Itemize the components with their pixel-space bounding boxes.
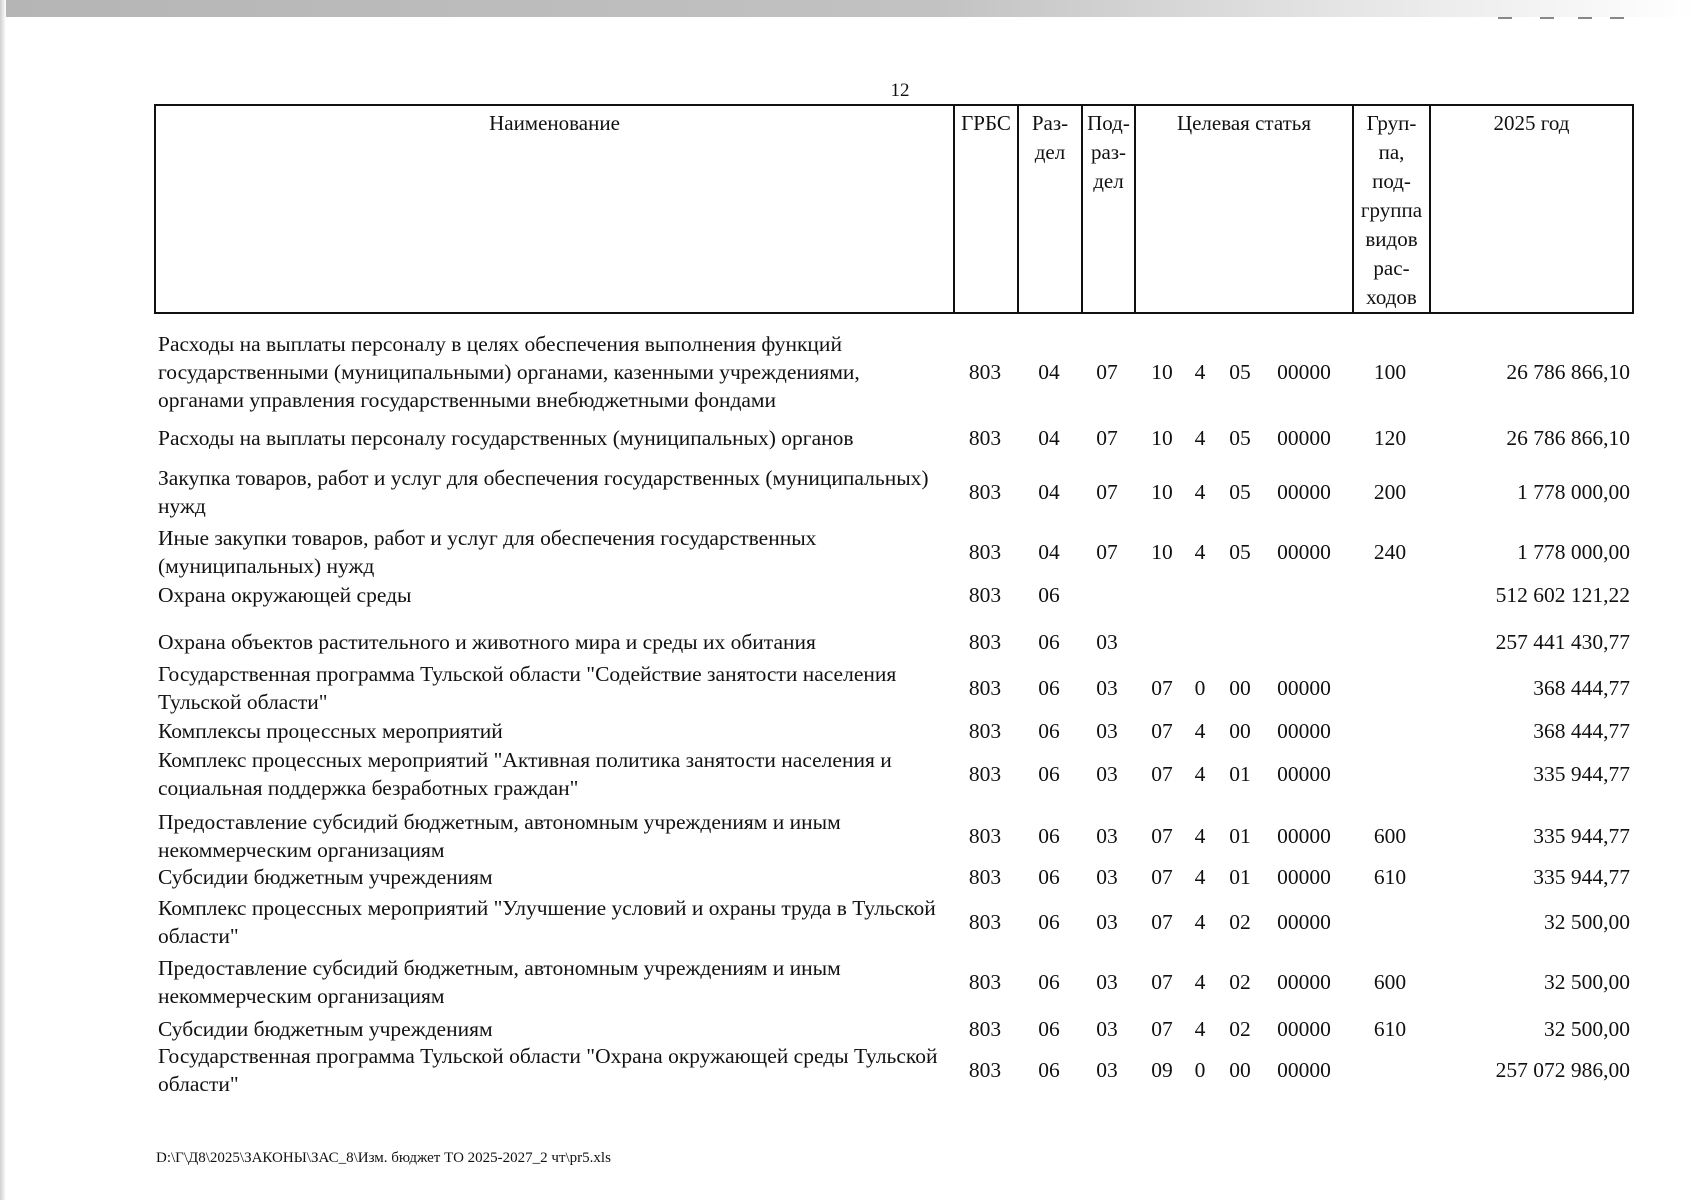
scan-mark [1540,17,1554,19]
row-c4: 00000 [1277,480,1331,504]
row-c4: 00000 [1277,426,1331,450]
row-amount: 32 500,00 [1544,1017,1630,1041]
row-rz: 06 [1038,824,1060,848]
row-c4: 00000 [1277,910,1331,934]
row-c4: 00000 [1277,676,1331,700]
row-c3: 02 [1229,1017,1251,1041]
row-c1: 09 [1151,1058,1173,1082]
row-c2: 4 [1194,719,1206,743]
row-rz: 06 [1038,583,1060,607]
header-year: 2025 год [1493,111,1570,135]
header-name: Наименование [156,106,955,312]
table-row [154,864,1634,890]
row-c2: 4 [1194,1017,1206,1041]
table-row [154,954,1634,1010]
row-c1: 10 [1151,426,1173,450]
row-c1: 10 [1151,360,1173,384]
row-rz: 06 [1038,630,1060,654]
header-grbs: ГРБС [955,106,1019,312]
row-rz: 04 [1038,360,1060,384]
row-c3: 05 [1229,360,1251,384]
row-name: Иные закупки товаров, работ и услуг для обеспечения государственных (муниципальных) нужд [158,526,817,578]
row-name: Субсидии бюджетным учреждениям [158,865,493,889]
row-amount: 32 500,00 [1544,970,1630,994]
row-amount: 257 441 430,77 [1495,630,1630,654]
table-row [154,330,1634,414]
row-name: Охрана объектов растительного и животного мира и среды их обитания [158,630,816,654]
row-grbs: 803 [968,970,1002,994]
row-grbs: 803 [968,360,1002,384]
row-c2: 4 [1194,480,1206,504]
row-vr: 240 [1373,540,1407,564]
row-vr: 100 [1373,360,1407,384]
row-c1: 10 [1151,480,1173,504]
row-grbs: 803 [968,1058,1002,1082]
row-grbs: 803 [968,630,1002,654]
row-grbs: 803 [968,1017,1002,1041]
table-row [154,718,1634,744]
row-name: Комплекс процессных мероприятий "Улучшение условий и охраны труда в Тульской области" [158,896,936,948]
row-c2: 4 [1194,824,1206,848]
scan-edge-top [0,0,1696,17]
row-c1: 07 [1151,865,1173,889]
row-c4: 00000 [1277,540,1331,564]
row-c1: 07 [1151,676,1173,700]
header-podrazdel: Под- раз- дел [1083,106,1136,312]
row-c3: 00 [1229,676,1251,700]
row-c1: 10 [1151,540,1173,564]
scan-mark [1610,17,1624,19]
row-name: Закупка товаров, работ и услуг для обеспечения государственных (муниципальных) нужд [158,466,929,518]
row-rz: 04 [1038,480,1060,504]
table-row [154,464,1634,520]
table-row [154,894,1634,950]
row-vr: 600 [1373,970,1407,994]
row-grbs: 803 [968,824,1002,848]
row-c3: 02 [1229,970,1251,994]
row-name: Государственная программа Тульской области "Содействие занятости населения Тульской области" [158,662,897,714]
row-c4: 00000 [1277,719,1331,743]
row-c2: 0 [1194,676,1206,700]
row-pr: 03 [1096,762,1118,786]
row-name: Государственная программа Тульской области "Охрана окружающей среды Тульской области" [158,1044,938,1096]
row-amount: 335 944,77 [1533,762,1630,786]
row-rz: 06 [1038,910,1060,934]
row-c4: 00000 [1277,824,1331,848]
row-grbs: 803 [968,676,1002,700]
row-c3: 05 [1229,540,1251,564]
row-c4: 00000 [1277,970,1331,994]
row-c4: 00000 [1277,762,1331,786]
table-row [154,580,1634,610]
page-number: 12 [890,80,910,101]
row-vr: 610 [1373,1017,1407,1041]
row-amount: 368 444,77 [1533,719,1630,743]
row-c2: 0 [1194,1058,1206,1082]
row-rz: 04 [1038,540,1060,564]
table-row [154,1042,1634,1098]
row-c1: 07 [1151,970,1173,994]
row-c4: 00000 [1277,1058,1331,1082]
row-c4: 00000 [1277,360,1331,384]
table-row [154,618,1634,666]
row-c3: 00 [1229,1058,1251,1082]
row-grbs: 803 [968,762,1002,786]
row-pr: 03 [1096,910,1118,934]
row-name: Комплексы процессных мероприятий [158,719,503,743]
row-c2: 4 [1194,360,1206,384]
row-amount: 26 786 866,10 [1506,426,1630,450]
table-row [154,524,1634,580]
row-c2: 4 [1194,426,1206,450]
row-rz: 06 [1038,970,1060,994]
row-pr: 03 [1096,1017,1118,1041]
row-grbs: 803 [968,865,1002,889]
file-path: D:\Г\Д8\2025\ЗАКОНЫ\ЗАС_8\Изм. бюджет ТО 2025-2027_2 чт\pr5.xls [156,1150,611,1166]
row-name: Предоставление субсидий бюджетным, автономным учреждениям и иным некоммерческим организациям [158,956,841,1008]
row-amount: 26 786 866,10 [1506,360,1630,384]
row-c3: 05 [1229,426,1251,450]
row-rz: 06 [1038,1058,1060,1082]
row-amount: 512 602 121,22 [1495,583,1630,607]
row-pr: 03 [1096,676,1118,700]
row-rz: 06 [1038,719,1060,743]
row-grbs: 803 [968,426,1002,450]
row-c1: 07 [1151,719,1173,743]
row-grbs: 803 [968,540,1002,564]
row-pr: 03 [1096,824,1118,848]
table-row [154,746,1634,802]
row-c3: 01 [1229,865,1251,889]
table-row [154,420,1634,456]
row-rz: 06 [1038,762,1060,786]
row-grbs: 803 [968,583,1002,607]
header-razdel: Раз- дел [1019,106,1083,312]
row-pr: 07 [1096,480,1118,504]
row-pr: 07 [1096,360,1118,384]
row-name: Субсидии бюджетным учреждениям [158,1017,493,1041]
table-row [154,660,1634,716]
row-c1: 07 [1151,824,1173,848]
row-rz: 06 [1038,676,1060,700]
scan-mark [1578,17,1592,19]
scan-mark [1498,17,1512,19]
row-name: Предоставление субсидий бюджетным, автономным учреждениям и иным некоммерческим организациям [158,810,841,862]
table-header [154,104,1634,314]
row-rz: 06 [1038,865,1060,889]
row-c2: 4 [1194,970,1206,994]
scan-edge-left [0,0,6,1200]
row-grbs: 803 [968,719,1002,743]
row-amount: 257 072 986,00 [1495,1058,1630,1082]
row-c4: 00000 [1277,865,1331,889]
row-c1: 07 [1151,1017,1173,1041]
budget-table [154,104,1634,1096]
row-c2: 4 [1194,762,1206,786]
row-grbs: 803 [968,480,1002,504]
row-rz: 06 [1038,1017,1060,1041]
row-c3: 05 [1229,480,1251,504]
row-pr: 07 [1096,540,1118,564]
row-c2: 4 [1194,865,1206,889]
table-row [154,808,1634,864]
row-pr: 03 [1096,970,1118,994]
row-c3: 01 [1229,762,1251,786]
table-row [154,1016,1634,1042]
row-amount: 1 778 000,00 [1517,540,1630,564]
row-pr: 03 [1096,719,1118,743]
row-pr: 03 [1096,1058,1118,1082]
header-target-article: Целевая статья [1136,106,1354,312]
row-vr: 610 [1373,865,1407,889]
row-name: Комплекс процессных мероприятий "Активная политика занятости населения и социальная поддержка безработных граждан" [158,748,892,800]
row-c3: 02 [1229,910,1251,934]
row-amount: 1 778 000,00 [1517,480,1630,504]
row-name: Охрана окружающей среды [158,583,412,607]
row-c1: 07 [1151,762,1173,786]
row-pr: 03 [1096,630,1118,654]
row-amount: 368 444,77 [1533,676,1630,700]
row-pr: 07 [1096,426,1118,450]
row-vr: 120 [1373,426,1407,450]
row-amount: 335 944,77 [1533,824,1630,848]
row-c3: 01 [1229,824,1251,848]
row-name: Расходы на выплаты персоналу в целях обеспечения выполнения функций государственными (муниципальными) органами, казенными учреждениями, органами управления государственными внебюджетными фондами [158,332,860,412]
row-c4: 00000 [1277,1017,1331,1041]
row-amount: 335 944,77 [1533,865,1630,889]
row-c2: 4 [1194,540,1206,564]
header-expense-group: Груп- па, под- группа видов рас- ходов [1354,106,1431,312]
row-c2: 4 [1194,910,1206,934]
row-pr: 03 [1096,865,1118,889]
row-name: Расходы на выплаты персоналу государственных (муниципальных) органов [158,426,854,450]
row-amount: 32 500,00 [1544,910,1630,934]
row-c3: 00 [1229,719,1251,743]
row-vr: 200 [1373,480,1407,504]
row-vr: 600 [1373,824,1407,848]
row-rz: 04 [1038,426,1060,450]
row-c1: 07 [1151,910,1173,934]
row-grbs: 803 [968,910,1002,934]
